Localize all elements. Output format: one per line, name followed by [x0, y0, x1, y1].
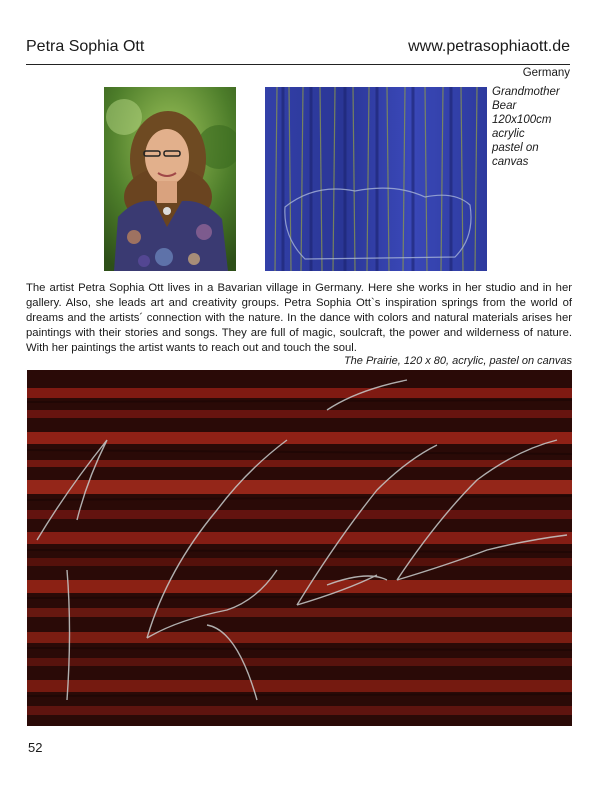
caption-line: Bear	[492, 100, 517, 112]
caption-line: 120x100cm	[492, 114, 552, 126]
artwork2-caption: The Prairie, 120 x 80, acrylic, pastel on canvas	[343, 355, 572, 367]
caption-line: canvas	[492, 156, 529, 168]
page-header	[26, 38, 570, 65]
country-label: Germany	[522, 67, 570, 79]
caption-line: Grandmother	[492, 86, 560, 98]
red-painting-artwork	[27, 370, 572, 726]
caption-line: pastel on	[492, 142, 539, 154]
caption-line: acrylic	[492, 128, 525, 140]
blue-painting-artwork	[265, 87, 487, 271]
artwork1-caption	[492, 85, 572, 169]
artist-name: Petra Sophia Ott	[26, 38, 145, 55]
artist-portrait-photo	[104, 87, 236, 271]
artist-bio-paragraph: The artist Petra Sophia Ott lives in a Bavarian village in Germany. Here she works in her studio and in her gallery. Also, she leads art and creativity groups. Petra Sophia Ott`s inspiration springs from the world of dreams and the artists´ connection with the nature. In the dance with colors and natural materials arises her paintings with their stories and songs. They are full of magic, soulcraft, the power and wilderness of nature. With her paintings the artist wants to reach out and touch the soul.	[26, 282, 572, 354]
website-link[interactable]: www.petrasophiaott.de	[408, 38, 570, 55]
page-number: 52	[28, 740, 43, 755]
